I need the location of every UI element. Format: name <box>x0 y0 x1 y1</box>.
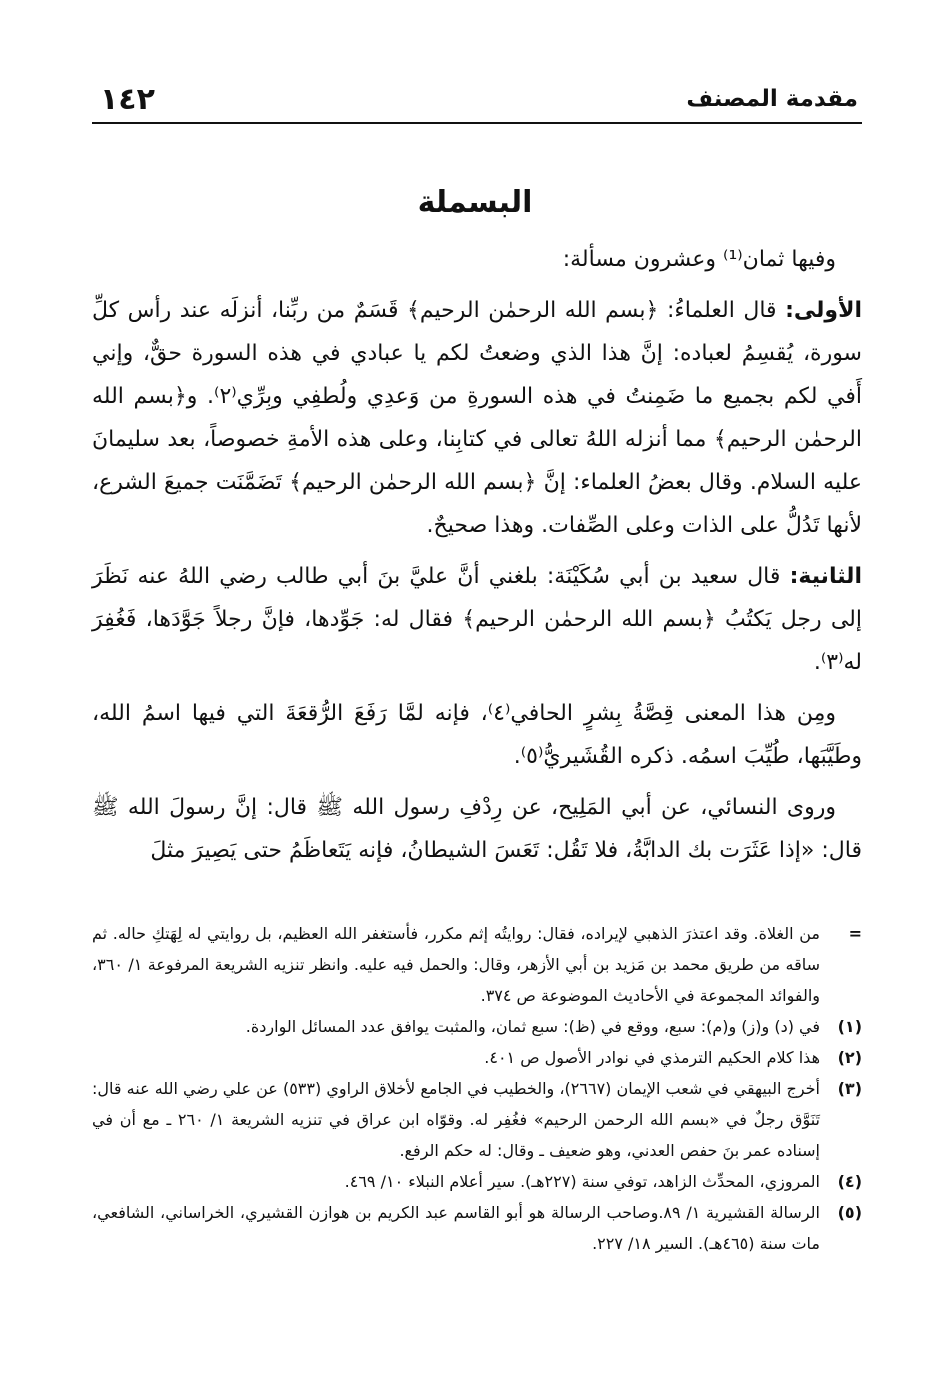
footnote-text: المروزي، المحدِّث الزاهد، توفي سنة (٢٢٧هـ). سير أعلام النبلاء ١٠/ ٤٦٩. <box>344 1172 820 1191</box>
paragraph-bishr-story <box>92 692 862 778</box>
issue-label: الأولى: <box>785 298 862 323</box>
paragraph-text: وروى النسائي، عن أبي المَلِيح، عن رِدْفِ رسول الله ﷺ قال: إنَّ رسولَ الله ﷺ قال: «إذا عَثَرَت بك الدابَّةُ، فلا تَقُل: تَعَسَ الشيطانُ، فإنه يَتَعاظَمُ حتى يَصِيرَ مثلَ <box>92 795 862 863</box>
footnote-marker: (٣) <box>837 1079 862 1098</box>
chapter-title: البسملة <box>417 185 533 220</box>
main-text <box>92 238 862 880</box>
paragraph-nasai-hadith <box>92 786 862 872</box>
footnote-marker: (٤) <box>837 1172 862 1191</box>
paragraph-text: ومِن هذا المعنى قِصَّةُ بِشرٍ الحافي⁽٤⁾، فإنه لمَّا رَفَعَ الرُّقعَةَ التي فيها اسمُ الله، وطَيَّبَها، طُيِّبَ اسمُه. ذكره القُشَيريُّ⁽٥⁾. <box>92 701 862 769</box>
footnote-1 <box>92 1011 862 1042</box>
paragraph-text: قال سعيد بن أبي سُكَيْنَة: بلغني أنَّ عليَّ بنَ أبي طالب رضي اللهُ عنه نَظَرَ إلى رجل يَكتُبُ ﴿بسم الله الرحمٰن الرحيم﴾ فقال له: جَوِّدها، فإنَّ رجلاً جَوَّدَها، فَغُفِرَ له⁽٣⁾. <box>92 564 862 675</box>
paragraph-text: قال العلماءُ: ﴿بسم الله الرحمٰن الرحيم﴾ قَسَمٌ من ربِّنا، أنزلَه عند رأس كلِّ سورة، يُقسِمُ لعباده: إنَّ هذا الذي وضعتُ لكم يا عبادي في هذه السورة حقٌّ، وإني أَفي لكم بجميع ما ضَمِنتُ في هذه السورةِ من وَعدِي ولُطفِي وبِرِّي⁽٢⁾. و﴿بسم الله الرحمٰن الرحيم﴾ مما أنزله اللهُ تعالى في كتابِنا، وعلى هذه الأمةِ خصوصاً، بعد سليمانَ عليه السلام. وقال بعضُ العلماء: إنَّ ﴿بسم الله الرحمٰن الرحيم﴾ تَضَمَّنَت جميعَ الشرع، لأنها تَدُلُّ على الذات وعلى الصِّفات. وهذا صحيحٌ. <box>92 298 862 538</box>
footnote-text: في (د) و(ز) و(م): سبع، ووقع في (ظ): سبع ثمان، والمثبت يوافق عدد المسائل الواردة. <box>245 1017 820 1036</box>
footnote-2 <box>92 1042 862 1073</box>
footnote-text: أخرج البيهقي في شعب الإيمان (٢٦٦٧)، والخطيب في الجامع لأخلاق الراوي (٥٣٣) عن علي رضي الله عنه قال: تَنَوَّق رجلٌ في «بسم الله الرحمن الرحيم» فغُفِر له. وقوّاه ابن عراق في تنزيه الشريعة ١/ ٢٦٠ ـ مع أن في إسناده عمر بنَ حفص العدني، وهو ضعيف ـ وقال: له حكم الرفع. <box>92 1079 821 1160</box>
paragraph-first-issue <box>92 289 862 547</box>
footnote-marker: (٢) <box>837 1048 862 1067</box>
footnote-marker: = <box>848 924 862 943</box>
footnote-5 <box>92 1197 862 1259</box>
footnote-4 <box>92 1166 862 1197</box>
issue-label: الثانية: <box>789 564 862 589</box>
intro-paragraph: وفيها ثمان⁽¹⁾ وعشرون مسألة: <box>562 247 836 272</box>
page-header <box>92 82 862 124</box>
page-number: ١٤٢ <box>100 82 155 117</box>
paragraph-second-issue <box>92 555 862 684</box>
footnote-continuation <box>92 918 862 1011</box>
running-title: مقدمة المصنف <box>686 86 858 112</box>
footnote-3 <box>92 1073 862 1166</box>
footnote-text: هذا كلام الحكيم الترمذي في نوادر الأصول ص ٤٠١. <box>484 1048 820 1067</box>
footnote-text: الرسالة القشيرية ١/ ٨٩.وصاحب الرسالة هو أبو القاسم عبد الكريم بن هوازن القشيري، الخراساني، الشافعي، مات سنة (٤٦٥هـ). السير ١٨/ ٢٢٧. <box>92 1203 820 1253</box>
footnotes <box>92 918 862 1259</box>
footnote-text: من الغلاة. وقد اعتذرَ الذهبي لإيراده، فقال: روايتُه إثم مكرر، فأستغفر الله العظيم، بل روايتي له لِهَتكِ حاله. ثم ساقه من طريق محمد بن مَزيد بن أبي الأزهر، وقال: والحمل فيه عليه. وانظر تنزيه الشريعة المرفوعة ١/ ٣٦٠، والفوائد المجموعة في الأحاديث الموضوعة ص ٣٧٤. <box>92 924 821 1005</box>
footnote-marker: (٥) <box>837 1203 862 1222</box>
footnote-marker: (١) <box>837 1017 862 1036</box>
